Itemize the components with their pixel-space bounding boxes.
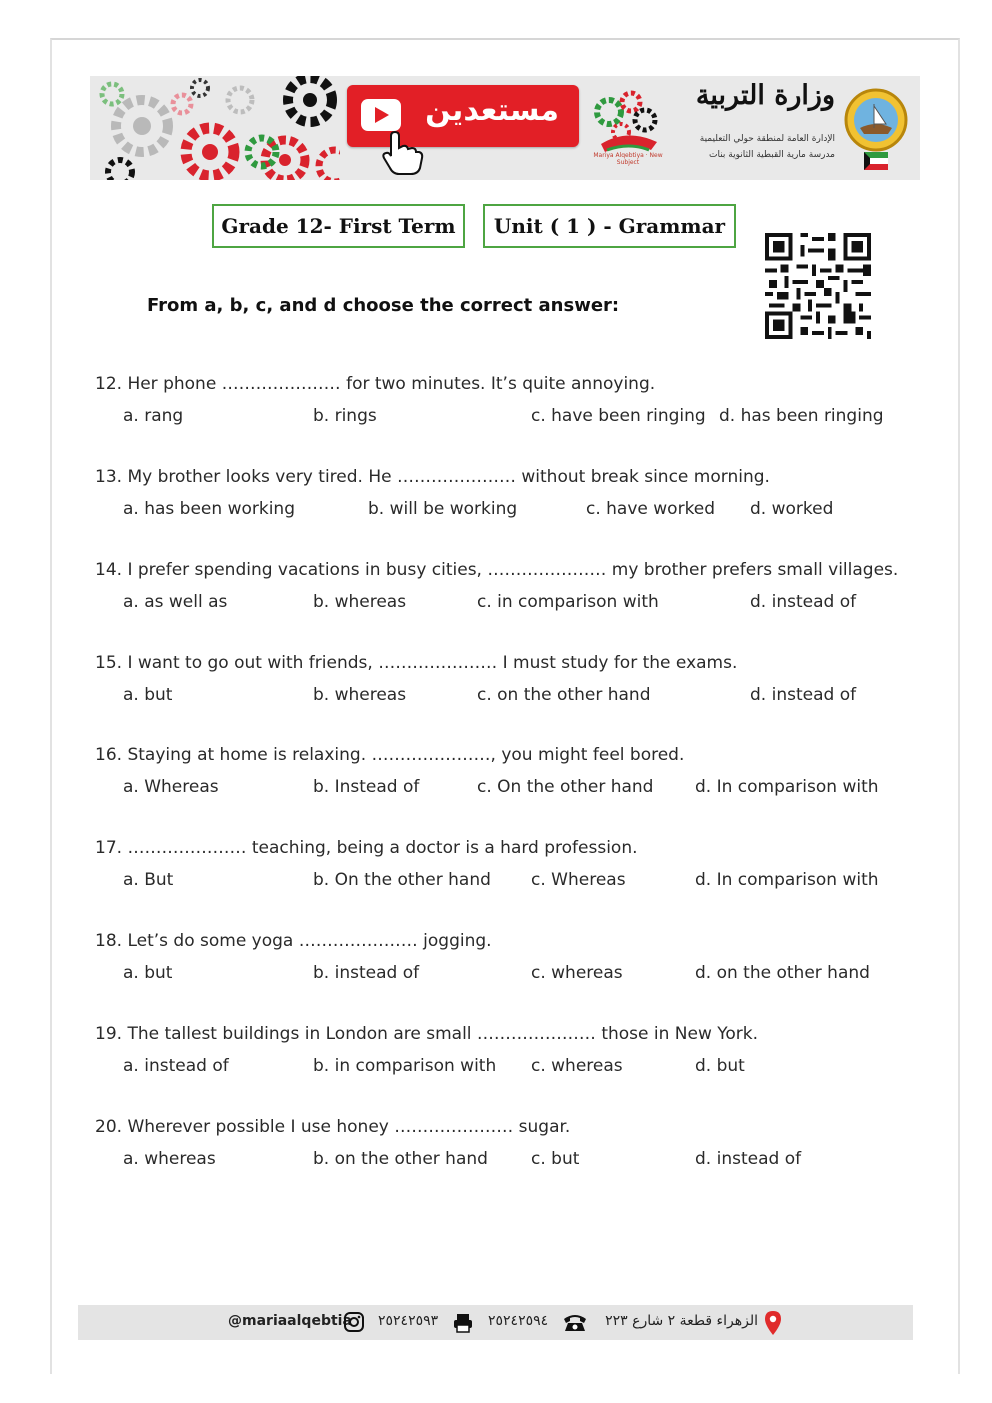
- option-d[interactable]: d. instead of: [750, 685, 857, 705]
- question-text: 12. Her phone ………………… for two minutes. It’s quite annoying.: [95, 374, 656, 394]
- option-d[interactable]: d. In comparison with: [695, 777, 879, 797]
- question-20: [95, 1117, 895, 1169]
- question-13: [95, 467, 895, 519]
- address: الزهراء قطعة ٢ شارع ٢٢٣: [605, 1313, 758, 1329]
- option-c[interactable]: c. but: [531, 1149, 580, 1169]
- option-b[interactable]: b. will be working: [368, 499, 518, 519]
- fax-icon: [452, 1312, 474, 1334]
- grade-title-box: Grade 12- First Term: [212, 204, 465, 248]
- options-row: [95, 963, 895, 987]
- question-text: 19. The tallest buildings in London are small ………………… those in New York.: [95, 1024, 759, 1044]
- header-banner: [90, 76, 920, 180]
- banner-brand: مستعدين: [425, 93, 559, 128]
- options-row: [95, 406, 895, 430]
- instagram-icon: [343, 1311, 365, 1333]
- location-pin-icon: [764, 1310, 782, 1336]
- school-name: مدرسة مارية القبطية الثانوية بنات: [709, 150, 835, 160]
- option-b[interactable]: b. On the other hand: [313, 870, 491, 890]
- option-c[interactable]: c. whereas: [531, 963, 623, 983]
- question-16: [95, 745, 895, 797]
- option-c[interactable]: c. have worked: [586, 499, 716, 519]
- options-row: [95, 592, 895, 616]
- option-d[interactable]: d. instead of: [695, 1149, 802, 1169]
- option-d[interactable]: d. has been ringing: [719, 406, 884, 426]
- instructions: From a, b, c, and d choose the correct answer:: [147, 295, 620, 316]
- option-a[interactable]: a. instead of: [123, 1056, 229, 1076]
- option-a[interactable]: a. rang: [123, 406, 184, 426]
- question-14: [95, 560, 899, 612]
- option-b[interactable]: b. Instead of: [313, 777, 420, 797]
- option-a[interactable]: a. but: [123, 685, 173, 705]
- option-c[interactable]: c. whereas: [531, 1056, 623, 1076]
- ministry-subtitle: الإدارة العامة لمنطقة حولي التعليمية: [699, 134, 835, 144]
- unit-title-box: Unit ( 1 ) - Grammar: [483, 204, 736, 248]
- question-17: [95, 838, 895, 890]
- qr-code-icon: [764, 233, 872, 339]
- option-a[interactable]: a. has been working: [123, 499, 295, 519]
- option-b[interactable]: b. whereas: [313, 592, 407, 612]
- option-c[interactable]: c. in comparison with: [477, 592, 659, 612]
- option-b[interactable]: b. in comparison with: [313, 1056, 497, 1076]
- option-b[interactable]: b. whereas: [313, 685, 407, 705]
- options-row: [95, 870, 895, 894]
- gears-icon: [90, 76, 340, 180]
- question-18: [95, 931, 895, 983]
- option-a[interactable]: a. Whereas: [123, 777, 219, 797]
- option-d[interactable]: d. on the other hand: [695, 963, 870, 983]
- option-a[interactable]: a. but: [123, 963, 173, 983]
- kuwait-emblem-icon: [838, 80, 914, 176]
- option-d[interactable]: d. In comparison with: [695, 870, 879, 890]
- question-text: 16. Staying at home is relaxing. …………………, you might feel bored.: [95, 745, 685, 765]
- option-b[interactable]: b. on the other hand: [313, 1149, 488, 1169]
- options-row: [95, 685, 895, 709]
- question-text: 17. ………………… teaching, being a doctor is a hard profession.: [95, 838, 638, 858]
- ministry-title: وزارة التربية: [695, 80, 835, 111]
- hand-cursor-icon: [377, 128, 427, 178]
- question-text: 15. I want to go out with friends, ………………… I must study for the exams.: [95, 653, 738, 673]
- option-a[interactable]: a. as well as: [123, 592, 228, 612]
- option-d[interactable]: d. instead of: [750, 592, 857, 612]
- question-text: 18. Let’s do some yoga ………………… jogging.: [95, 931, 492, 951]
- option-c[interactable]: c. On the other hand: [477, 777, 654, 797]
- option-c[interactable]: c. have been ringing: [531, 406, 706, 426]
- option-c[interactable]: c. on the other hand: [477, 685, 651, 705]
- school-small-caption: Mariya Alqebtiya · New Subject: [593, 152, 663, 166]
- instagram-handle[interactable]: @mariaalqebtia: [228, 1313, 352, 1329]
- options-row: [95, 499, 895, 523]
- question-12: [95, 374, 895, 426]
- option-d[interactable]: d. but: [695, 1056, 745, 1076]
- options-row: [95, 777, 895, 801]
- question-19: [95, 1024, 895, 1076]
- question-text: 20. Wherever possible I use honey ………………… sugar.: [95, 1117, 571, 1137]
- phone-number: ٢٥٢٤٢٥٩٤: [488, 1313, 549, 1329]
- play-icon: [361, 99, 401, 131]
- option-d[interactable]: d. worked: [750, 499, 834, 519]
- fax-number: ٢٥٢٤٢٥٩٣: [378, 1313, 439, 1329]
- option-c[interactable]: c. Whereas: [531, 870, 626, 890]
- option-b[interactable]: b. rings: [313, 406, 377, 426]
- question-text: 14. I prefer spending vacations in busy cities, ………………… my brother prefers small villages.: [95, 560, 899, 580]
- options-row: [95, 1056, 895, 1080]
- question-text: 13. My brother looks very tired. He ………………… without break since morning.: [95, 467, 770, 487]
- footer-contact-bar: [78, 1305, 913, 1340]
- options-row: [95, 1149, 895, 1173]
- option-b[interactable]: b. instead of: [313, 963, 420, 983]
- option-a[interactable]: a. But: [123, 870, 174, 890]
- phone-icon: [562, 1311, 588, 1333]
- question-15: [95, 653, 895, 705]
- option-a[interactable]: a. whereas: [123, 1149, 216, 1169]
